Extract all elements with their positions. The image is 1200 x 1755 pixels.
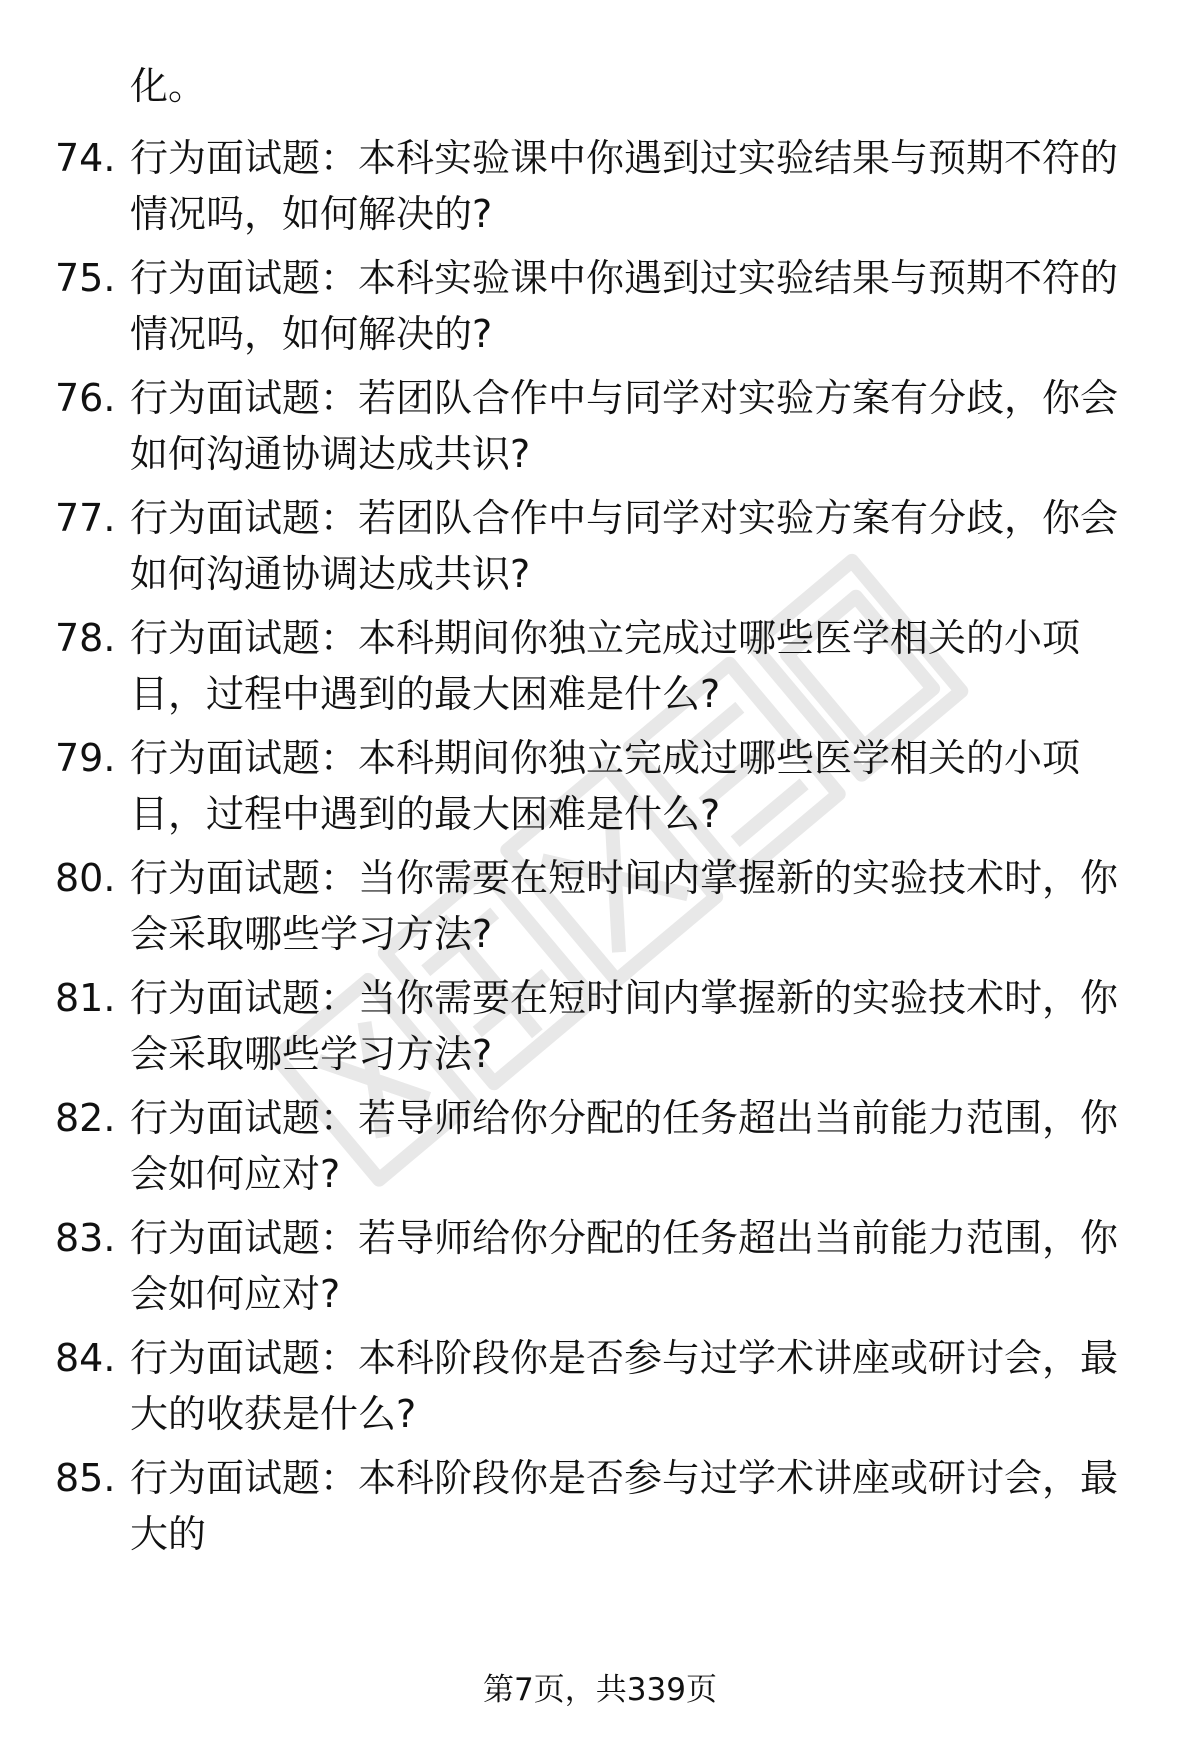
list-item: [55, 370, 1145, 482]
item-text: 行为面试题：若导师给你分配的任务超出当前能力范围，你会如何应对?: [130, 1216, 1119, 1316]
item-number: 78.: [55, 616, 116, 660]
item-text: 行为面试题：本科阶段你是否参与过学术讲座或研讨会，最大的: [130, 1456, 1119, 1556]
list-item: [55, 1450, 1145, 1562]
item-number: 85.: [55, 1456, 116, 1500]
item-number: 79.: [55, 736, 116, 780]
item-text: 行为面试题：若导师给你分配的任务超出当前能力范围，你会如何应对?: [130, 1096, 1119, 1196]
item-text: 行为面试题：若团队合作中与同学对实验方案有分歧，你会如何沟通协调达成共识?: [130, 376, 1119, 476]
item-text: 行为面试题：本科期间你独立完成过哪些医学相关的小项目，过程中遇到的最大困难是什么?: [130, 616, 1081, 716]
item-number: 84.: [55, 1336, 116, 1380]
item-text: 行为面试题：本科阶段你是否参与过学术讲座或研讨会，最大的收获是什么?: [130, 1336, 1119, 1436]
list-item: [55, 850, 1145, 962]
item-number: 81.: [55, 976, 116, 1020]
list-item: [55, 970, 1145, 1082]
list-item: [55, 1090, 1145, 1202]
continuation-text: 化。: [130, 64, 207, 108]
list-item: [55, 1330, 1145, 1442]
item-number: 77.: [55, 496, 116, 540]
item-text: 行为面试题：当你需要在短时间内掌握新的实验技术时，你会采取哪些学习方法?: [130, 976, 1119, 1076]
item-number: 80.: [55, 856, 116, 900]
list-item: [55, 130, 1145, 242]
item-text: 行为面试题：当你需要在短时间内掌握新的实验技术时，你会采取哪些学习方法?: [130, 856, 1119, 956]
item-text: 行为面试题：本科实验课中你遇到过实验结果与预期不符的情况吗，如何解决的?: [130, 256, 1119, 356]
item-number: 82.: [55, 1096, 116, 1140]
list-item: [55, 1210, 1145, 1322]
page-footer: 第7页，共339页: [483, 1672, 717, 1708]
item-number: 83.: [55, 1216, 116, 1260]
list-item: [55, 610, 1145, 722]
list-item: [55, 250, 1145, 362]
item-number: 75.: [55, 256, 116, 300]
item-number: 74.: [55, 136, 116, 180]
item-text: 行为面试题：本科实验课中你遇到过实验结果与预期不符的情况吗，如何解决的?: [130, 136, 1119, 236]
list-item: [55, 730, 1145, 842]
list-item: [55, 490, 1145, 602]
item-text: 行为面试题：本科期间你独立完成过哪些医学相关的小项目，过程中遇到的最大困难是什么?: [130, 736, 1081, 836]
item-number: 76.: [55, 376, 116, 420]
item-text: 行为面试题：若团队合作中与同学对实验方案有分歧，你会如何沟通协调达成共识?: [130, 496, 1119, 596]
